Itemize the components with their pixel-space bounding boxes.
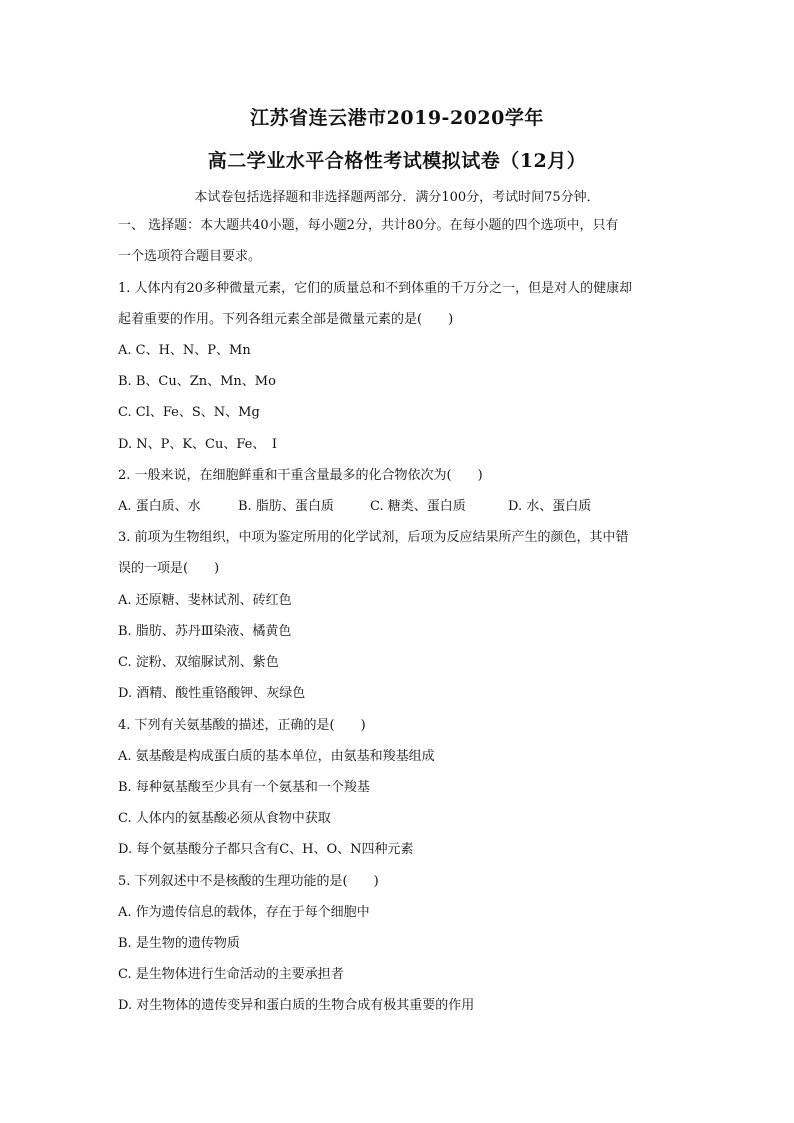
q4-option-a: A. 氨基酸是构成蛋白质的基本单位，由氨基和羧基组成: [118, 749, 435, 764]
q1-option-b: B. B、Cu、Zn、Mn、Mo: [118, 374, 276, 389]
q3-option-c: C. 淀粉、双缩脲试剂、紫色: [118, 655, 279, 670]
q2-stem: 2. 一般来说，在细胞鲜重和干重含量最多的化合物依次为( ): [118, 468, 483, 483]
q4-option-b: B. 每种氨基酸至少具有一个氨基和一个羧基: [118, 780, 370, 795]
exam-title-line2: 高二学业水平合格性考试模拟试卷（12月）: [207, 150, 587, 172]
q3-option-b: B. 脂肪、苏丹Ⅲ染液、橘黄色: [118, 624, 292, 639]
q4-option-c: C. 人体内的氨基酸必须从食物中获取: [118, 811, 331, 826]
q5-option-c: C. 是生物体进行生命活动的主要承担者: [118, 967, 344, 982]
q5-stem: 5. 下列叙述中不是核酸的生理功能的是( ): [118, 874, 379, 889]
q4-stem: 4. 下列有关氨基酸的描述，正确的是( ): [118, 718, 366, 733]
exam-title-line1: 江苏省连云港市2019-2020学年: [250, 107, 544, 129]
q2-option-c: C. 糖类、蛋白质: [370, 499, 466, 514]
section-heading-line2: 一个选项符合题目要求。: [118, 249, 262, 264]
q5-option-a: A. 作为遗传信息的载体，存在于每个细胞中: [118, 905, 370, 920]
q1-option-d: D. N、P、K、Cu、Fe、 I: [118, 437, 278, 452]
q1-stem-line2: 起着重要的作用。下列各组元素全部是微量元素的是( ): [118, 312, 454, 327]
q2-option-a: A. 蛋白质、水: [118, 499, 201, 514]
exam-intro: 本试卷包括选择题和非选择题两部分．满分100分，考试时间75分钟．: [194, 190, 600, 205]
q1-option-a: A. C、H、N、P、Mn: [118, 343, 251, 358]
q3-option-d: D. 酒精、酸性重铬酸钾、灰绿色: [118, 686, 306, 701]
q3-stem-line1: 3. 前项为生物组织，中项为鉴定所用的化学试剂，后项为反应结果所产生的颜色，其中错: [118, 530, 629, 545]
q5-option-b: B. 是生物的遗传物质: [118, 936, 240, 951]
q1-option-c: C. Cl、Fe、S、N、Mg: [118, 405, 260, 420]
q2-option-b: B. 脂肪、蛋白质: [238, 499, 334, 514]
section-heading-line1: 一、 选择题：本大题共40小题，每小题2分，共计80分。在每小题的四个选项中，只有: [118, 218, 619, 233]
q4-option-d: D. 每个氨基酸分子都只含有C、H、O、N四种元素: [118, 842, 414, 857]
q1-stem-line1: 1. 人体内有20多种微量元素，它们的质量总和不到体重的千万分之一，但是对人的健康却: [118, 281, 633, 296]
q5-option-d: D. 对生物体的遗传变异和蛋白质的生物合成有极其重要的作用: [118, 998, 475, 1013]
q2-option-d: D. 水、蛋白质: [508, 499, 592, 514]
q3-stem-line2: 误的一项是( ): [118, 561, 220, 576]
q3-option-a: A. 还原糖、斐林试剂、砖红色: [118, 593, 292, 608]
q2-options-row: [118, 497, 591, 517]
